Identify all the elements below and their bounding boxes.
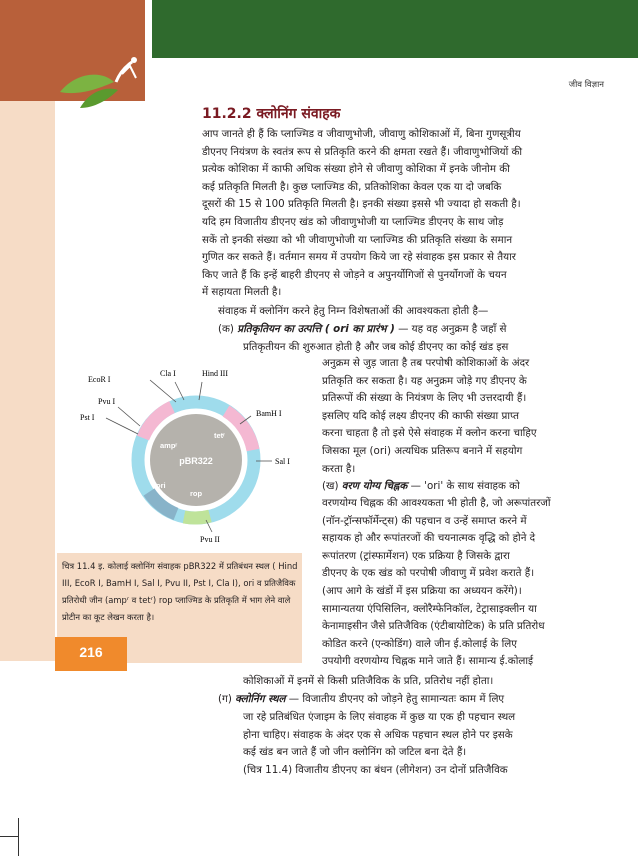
item-ka-rest: — यह वह अनुक्रम है जहाँ से — [394, 323, 507, 335]
item-ga-line: (चित्र 11.4) विजातीय डीएनए का बंधन (लीगेशन) उन दोनों प्रतिजैविक — [243, 763, 508, 776]
tick-pvu1 — [118, 407, 140, 426]
item-kha-line: रूपांतरण (ट्रांस्फार्मेशन) एक प्रक्रिया है जिसके द्वारा — [322, 549, 510, 562]
para1-line: कई प्रतिकृति मिलती है। कुछ प्लाज्मिड की, प्रतिकोशिका केवल एक या दो जबकि — [202, 180, 502, 193]
crop-mark — [0, 836, 18, 837]
item-kha-rest: — 'ori' के साथ संवाहक को — [407, 480, 520, 492]
item-kha-line: उपयोगी वरणयोग्य चिह्नक माने जाते हैं। सामान्य ई.कोलाई — [322, 655, 534, 668]
header-green-band — [152, 0, 638, 58]
section-title: 11.2.2 क्लोनिंग संवाहक — [202, 106, 341, 122]
label-hind: Hind III — [202, 369, 228, 378]
item-ka-line: करता है। — [322, 462, 356, 475]
margin-band — [0, 101, 55, 661]
item-kha-heading — [322, 478, 598, 496]
running-head: जीव विज्ञान — [568, 80, 604, 90]
item-kha-line: केनामाइसीन जैसे प्रतिजैविक (एंटीबायोटिक) के प्रति प्रतिरोध — [322, 620, 545, 633]
item-ga-line: होना चाहिए। संवाहक के अंदर एक से अधिक पहचान स्थल होने पर इसके — [243, 728, 513, 741]
item-ka-line: प्रतिरूपों की संख्या के नियंत्रण के लिए भी उत्तरदायी हैं। — [322, 392, 527, 405]
item-ka-line2: प्रतिकृतीयन की शुरुआत होती है और जब कोई डीएनए का कोई खंड इस — [243, 341, 509, 353]
item-ka-line: जिसका मूल (ori) अत्यधिक प्रतिरूप बनाने में सहयोग — [322, 445, 523, 457]
label-bamh: BamH I — [256, 409, 282, 418]
para1-line: किए जाते हैं कि इन्हें बाहरी डीएनए से जोड़ने व अपुनर्योगिजों से पुनर्योगजों के चयन — [202, 268, 507, 281]
label-ori: ori — [156, 481, 166, 490]
figure-caption: चित्र 11.4 इ. कोलाई क्लोनिंग संवाहक pBR322 में प्रतिबंधन स्थल ( Hind III, EcoR I, BamH I, Sal I, Pvu II, Pst I, Cla I), ori व प्रतिजैविक प्रतिरोधी जीन (ampʳ व tetʳ) rop प्लाज्मिड के प्रतिकृति में भाग लेने वाले प्रोटीन का कूट लेखन करता है। — [62, 561, 298, 622]
item-kha-marker: (ख) — [322, 480, 339, 492]
item-ka-line: इसलिए यदि कोई लक्ष्य डीएनए की काफी संख्या प्राप्त — [322, 409, 520, 422]
item-ga-line: कई खंड बन जाते हैं जो जीन क्लोनिंग को जटिल बना देते हैं। — [243, 746, 467, 759]
item-kha-line: (नॉन-ट्रॉन्सफॉर्मेन्ट्स) की पहचान व उन्हें समाप्त करने में — [322, 514, 527, 527]
item-kha-line: डीएनए के एक खंड को परपोषी जीवाणु में प्रवेश कराते हैं। — [322, 567, 535, 580]
label-pvu1: Pvu I — [98, 397, 116, 406]
label-center: pBR322 — [179, 456, 213, 466]
item-kha-tail: कोशिकाओं में इनमें से किसी प्रतिजैविक के प्रति, प्रतिरोध नहीं होता। — [243, 675, 494, 687]
leaf-logo-icon — [56, 52, 148, 112]
label-rop: rop — [190, 489, 203, 498]
item-ka-marker: (क) — [218, 323, 234, 335]
item-kha-term: वरण योग्य चिह्नक — [341, 480, 408, 492]
features-intro: संवाहक में क्लोनिंग करने हेतु निम्न विशेषताओं की आवश्यकता होती है— — [218, 305, 489, 317]
page-number: 216 — [79, 644, 103, 660]
tick-ecor — [150, 380, 176, 402]
para1-line: प्रत्येक कोशिका में काफी अधिक संख्या होने से जीवाणु कोशिका में इनके जीनोम की — [202, 163, 510, 176]
item-ka-line: प्रतिकृति कर सकता है। यह अनुक्रम जोड़े गए डीएनए के — [322, 374, 527, 387]
crop-mark — [18, 818, 19, 856]
para1-line: गुणित कर सकते हैं। वर्तमान समय में उपयोग किये जा रहे संवाहक इस प्रकार से तैयार — [202, 251, 517, 264]
para1-line: में सहायता मिलती है। — [202, 286, 282, 299]
item-kha-line: सामान्यतया एंपिसिलिन, क्लोरैम्फेनिकॉल, टेट्रासाइक्लीन या — [322, 602, 537, 615]
label-pst: Pst I — [80, 413, 95, 422]
para1-line: दूसरों की 15 से 100 प्रतिकृति मिलती है। इनकी संख्या इससे भी ज्यादा हो सकती है। — [202, 198, 521, 211]
item-ga-line: जा रहे प्रतिबंधित एंजाइम के लिए संवाहक में कुछ या एक ही पहचान स्थल — [243, 711, 516, 723]
label-ecor: EcoR I — [88, 375, 111, 384]
label-sal: Sal I — [275, 457, 290, 466]
item-kha-line: सहायक हो और रूपांतरजों की चयनात्मक वृद्धि को होने दे — [322, 532, 536, 545]
plasmid-diagram — [76, 360, 316, 550]
item-ka-heading — [218, 321, 598, 339]
item-ka-line: करना चाहता है तो इसे ऐसे संवाहक में क्लोन करना चाहिए — [322, 427, 537, 440]
para1-line: यदि हम विजातीय डीएनए खंड को जीवाणुभोजी या प्लाज्मिड डीएनए के साथ जोड़ — [202, 216, 504, 228]
item-ka-line: अनुक्रम से जुड़ जाता है तब परपोषी कोशिकाओं के अंदर — [322, 357, 530, 369]
item-ka-term: प्रतिकृतियन का उत्पत्ति ( ori का प्रारंभ ) — [237, 323, 395, 335]
label-pvu2: Pvu II — [200, 535, 220, 544]
item-ga-marker: (ग) — [218, 693, 232, 705]
label-amp: ampʳ — [160, 441, 178, 450]
tick-cla — [175, 382, 184, 400]
item-kha-line: कोडित करने (एन्कोडिंग) वाले जीन ई.कोलाई के लिए — [322, 637, 517, 650]
rop-segment — [184, 516, 210, 518]
para1-line: आप जानते ही हैं कि प्लाज्मिड व जीवाणुभोजी, जीवाणु कोशिकाओं में, बिना गुणसूत्रीय — [202, 128, 521, 140]
para1-line: सकें तो इनकी संख्या को भी जीवाणुभोजी या प्लाज्मिड की प्रतिकृति संख्या के समान — [202, 233, 513, 246]
item-ga-term: क्लोनिंग स्थल — [235, 693, 286, 705]
item-ga-heading — [218, 691, 598, 709]
para1-line: डीएनए नियंत्रण के स्वतंत्र रूप से प्रतिकृति करने की क्षमता रखते हैं। जीवाणुभोजियों की — [202, 145, 523, 158]
item-kha-line: वरणयोग्य चिह्नक की आवश्यकता भी होती है, जो अरूपांतरजों — [322, 497, 551, 509]
item-kha-line: (आप आगे के खंडों में इस प्रक्रिया का अध्ययन करेंगे)। — [322, 585, 522, 597]
label-cla: Cla I — [160, 369, 176, 378]
label-tet: tetʳ — [214, 431, 226, 440]
item-ga-rest: — विजातीय डीएनए को जोड़ने हेतु सामान्यतः काम में लिए — [285, 693, 505, 705]
